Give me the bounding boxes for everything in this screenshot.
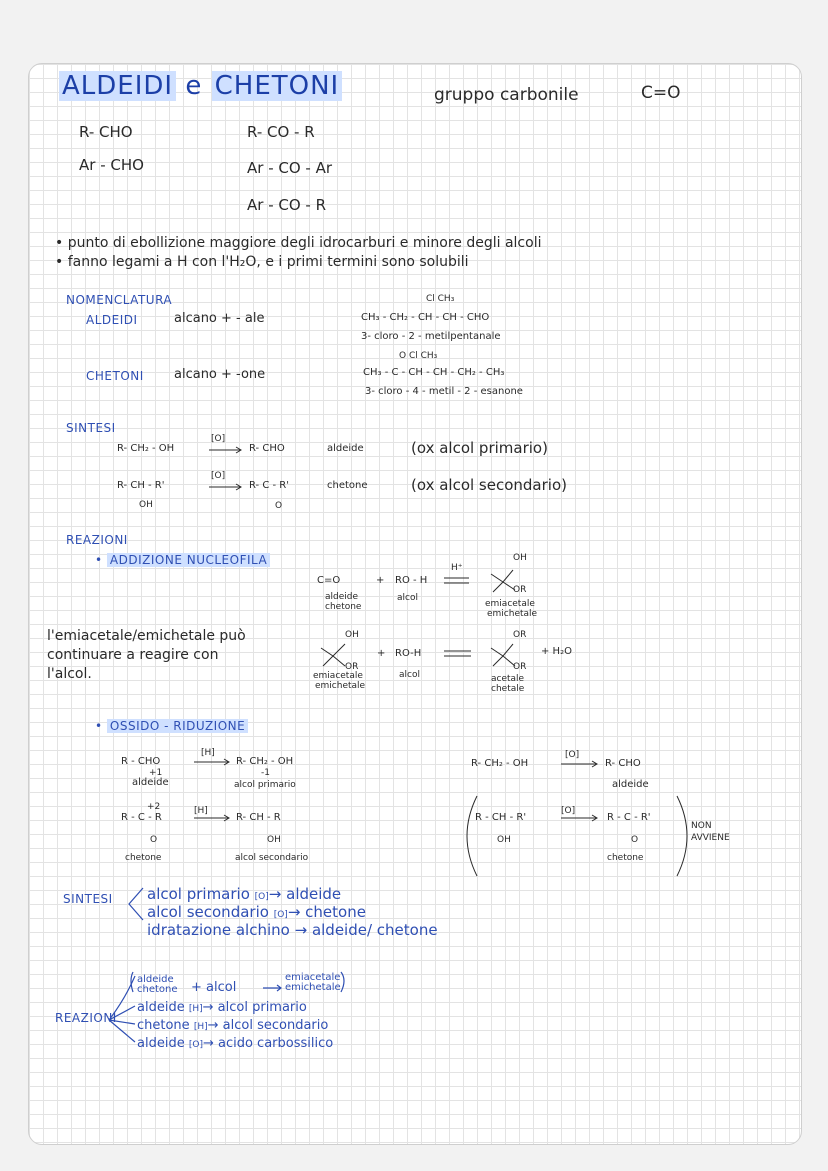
formula-ketone-alkyl: R- CO - R [247, 123, 315, 141]
ossido-r4-oh: OH [497, 835, 511, 845]
summary-from: aldeide [137, 1036, 185, 1051]
non-avviene-line-2: AVVIENE [691, 833, 730, 843]
summary-reazioni-emiacetale: emiacetale [285, 972, 341, 983]
ossido-r1-ox-right: -1 [261, 768, 270, 778]
right-parenthesis [677, 796, 687, 876]
add2-sub-emiacetale: emiacetale [313, 671, 363, 681]
group-formula: C=O [641, 83, 681, 103]
example1-name: 3- cloro - 2 - metilpentanale [361, 331, 501, 342]
add2-product-acetale: acetale [491, 674, 525, 684]
add2-oh: OH [345, 630, 359, 640]
note-line-3: l'alcol. [47, 666, 92, 682]
sintesi-r2-product: R- C - R' [249, 480, 289, 491]
add1-carbonyl: C=O [317, 575, 341, 586]
title-part2: CHETONI [212, 71, 343, 101]
summary-from: chetone [137, 1018, 190, 1033]
summary-reazioni-line: aldeide [O]→ acido carbossilico [137, 1036, 334, 1051]
summary-reazioni-emichetale: emichetale [285, 982, 341, 993]
ossido-r2-right-name: alcol secondario [235, 853, 309, 863]
title-part1: ALDEIDI [59, 71, 176, 101]
formula-ketone-diaryl: Ar - CO - Ar [247, 159, 333, 177]
summary-sintesi-line: alcol secondario [O]→ chetone [147, 903, 366, 921]
bond-lines [491, 644, 515, 666]
group-label: gruppo carbonile [434, 85, 579, 105]
ossido-r3-right: R- CHO [605, 758, 641, 769]
aldeidi-label: ALDEIDI [86, 313, 138, 327]
sintesi-r2-o: O [275, 501, 283, 511]
ossido-r2-arrow-label: [H] [194, 806, 208, 816]
formula-ketone-mixed: Ar - CO - R [247, 196, 327, 214]
formula-aldehyde-alkyl: R- CHO [79, 123, 133, 141]
add1-product-emiacetale: emiacetale [485, 599, 535, 609]
left-parenthesis [467, 796, 477, 876]
add2-sub-emichetale: emichetale [315, 681, 366, 691]
ossido-r1-ox-left: +1 [149, 768, 163, 778]
summary-arrow-label: [H] [188, 1004, 203, 1014]
ossido-r1-left: R - CHO [121, 756, 161, 767]
example1-substituents: Cl CH₃ [426, 294, 455, 304]
add2-alcohol: RO-H [395, 648, 422, 659]
summary-to: acido carbossilico [217, 1036, 334, 1051]
add1-sub-alcol: alcol [397, 593, 418, 603]
summary-to: alcol secondario [222, 1018, 329, 1033]
summary-reazioni-chetone: chetone [137, 984, 178, 995]
ossido-r3-left: R- CH₂ - OH [471, 758, 529, 769]
summary-reazioni-label: REAZIONI [55, 1011, 117, 1025]
ossido-r1-right: R- CH₂ - OH [236, 756, 294, 767]
add1-plus: + [376, 575, 385, 586]
summary-to: aldeide/ chetone [311, 921, 438, 939]
non-avviene-line-1: NON [691, 821, 712, 831]
bullet-text: punto di ebollizione maggiore degli idrocarburi e minore degli alcoli [67, 235, 542, 251]
example2-formula: CH₃ - C - CH - CH - CH₂ - CH₃ [363, 367, 505, 378]
ossido-r4-o: O [631, 835, 639, 845]
summary-reazioni-line: aldeide [H]→ alcol primario [137, 1000, 307, 1015]
bond-lines [321, 644, 345, 666]
bond-lines [491, 570, 515, 592]
summary-from: alcol secondario [147, 903, 269, 921]
summary-brace [129, 888, 143, 920]
add1-sub-aldeide: aldeide [325, 592, 359, 602]
ossido-r1-arrow-label: [H] [201, 748, 215, 758]
ossido-r4-arrow-label: [O] [561, 806, 576, 816]
ossido-r3-arrow-label: [O] [565, 750, 580, 760]
sintesi-r2-reactant: R- CH - R' [117, 480, 165, 491]
bullet-hydrogen-bonds: • fanno legami a H con l'H₂O, e i primi termini sono solubili [55, 254, 469, 270]
summary-reazioni-plus-alcol: + alcol [191, 980, 237, 995]
sintesi-r2-oh: OH [139, 500, 153, 510]
summary-from: aldeide [137, 1000, 185, 1015]
ossido-r4-right: R - C - R' [607, 812, 651, 823]
summary-arrow-label: [O] [254, 892, 269, 902]
ossido-r3-right-name: aldeide [612, 779, 649, 790]
summary-reazioni-aldeide: aldeide [137, 974, 174, 985]
add1-product-oh: OH [513, 553, 527, 563]
sintesi-r1-class: aldeide [327, 443, 364, 454]
summary-arrow-label: [O] [188, 1040, 203, 1050]
summary-sintesi-label: SINTESI [63, 892, 113, 906]
add2-plus: + [377, 648, 386, 659]
bullet-text: fanno legami a H con l'H₂O, e i primi termini sono solubili [67, 254, 469, 270]
sintesi-r1-product: R- CHO [249, 443, 285, 454]
note-line-2: continuare a reagire con [47, 647, 219, 663]
sintesi-r2-arrow-label: [O] [211, 471, 226, 481]
ossido-r2-oh: OH [267, 835, 281, 845]
sintesi-heading: SINTESI [66, 421, 116, 435]
add2-product-chetale: chetale [491, 684, 525, 694]
ossido-r1-left-name: aldeide [132, 777, 169, 788]
sintesi-r2-class: chetone [327, 480, 368, 491]
add2-water: + H₂O [541, 646, 572, 657]
chetoni-rule: alcano + -one [174, 367, 266, 382]
ossido-r1-right-name: alcol primario [234, 780, 296, 790]
nomenclatura-heading: NOMENCLATURA [66, 293, 173, 307]
ossido-heading: • OSSIDO - RIDUZIONE [95, 720, 248, 734]
summary-arrow [263, 985, 281, 991]
ossido-r4-right-name: chetone [607, 853, 644, 863]
add1-sub-chetone: chetone [325, 602, 362, 612]
example2-name: 3- cloro - 4 - metil - 2 - esanone [365, 386, 523, 397]
summary-bracket [341, 972, 344, 992]
summary-arrow-label: [O] [273, 910, 288, 920]
ossido-r2-o: O [150, 835, 158, 845]
addizione-heading-text: ADDIZIONE NUCLEOFILA [107, 553, 270, 567]
sintesi-r1-note: (ox alcol primario) [411, 439, 548, 457]
ossido-r4-left: R - CH - R' [475, 812, 527, 823]
bullet-boiling-point: • punto di ebollizione maggiore degli idrocarburi e minore degli alcoli [55, 235, 542, 251]
add2-product-or2: OR [513, 662, 527, 672]
summary-to: aldeide [286, 885, 342, 903]
summary-arrow-label: [H] [193, 1022, 208, 1032]
sintesi-r2-note: (ox alcol secondario) [411, 476, 567, 494]
ossido-r2-ox: +2 [147, 802, 161, 812]
notebook-page [28, 63, 802, 1145]
summary-to: chetone [305, 903, 366, 921]
summary-from: alcol primario [147, 885, 250, 903]
reazioni-heading: REAZIONI [66, 533, 128, 547]
add1-product-emichetale: emichetale [487, 609, 538, 619]
aldeidi-rule: alcano + - ale [174, 311, 265, 326]
summary-reazioni-line: chetone [H]→ alcol secondario [137, 1018, 329, 1033]
add2-product-or1: OR [513, 630, 527, 640]
example2-substituents: O Cl CH₃ [399, 351, 438, 361]
ossido-r2-left: R - C - R [121, 812, 162, 823]
note-line-1: l'emiacetale/emichetale può [47, 628, 246, 644]
chetoni-label: CHETONI [86, 369, 144, 383]
summary-sintesi-line: idratazione alchino → aldeide/ chetone [147, 921, 438, 939]
ossido-r2-right: R- CH - R [236, 812, 281, 823]
add2-sub-alcol: alcol [399, 670, 420, 680]
ossido-heading-text: OSSIDO - RIDUZIONE [107, 719, 248, 733]
sintesi-r1-arrow-label: [O] [211, 434, 226, 444]
example1-formula: CH₃ - CH₂ - CH - CH - CHO [361, 312, 490, 323]
formula-aldehyde-aryl: Ar - CHO [79, 156, 144, 174]
addizione-heading: • ADDIZIONE NUCLEOFILA [95, 554, 270, 568]
add1-product-or: OR [513, 585, 527, 595]
ossido-r2-left-name: chetone [125, 853, 162, 863]
add2-or: OR [345, 662, 359, 672]
summary-to: alcol primario [217, 1000, 307, 1015]
sintesi-r1-reactant: R- CH₂ - OH [117, 443, 175, 454]
summary-from: idratazione alchino [147, 921, 290, 939]
add1-catalyst: H⁺ [451, 563, 463, 573]
annotation-layer [29, 64, 801, 1144]
summary-sintesi-line: alcol primario [O]→ aldeide [147, 885, 342, 903]
title-conj: e [185, 71, 203, 101]
add1-alcohol: RO - H [395, 575, 428, 586]
